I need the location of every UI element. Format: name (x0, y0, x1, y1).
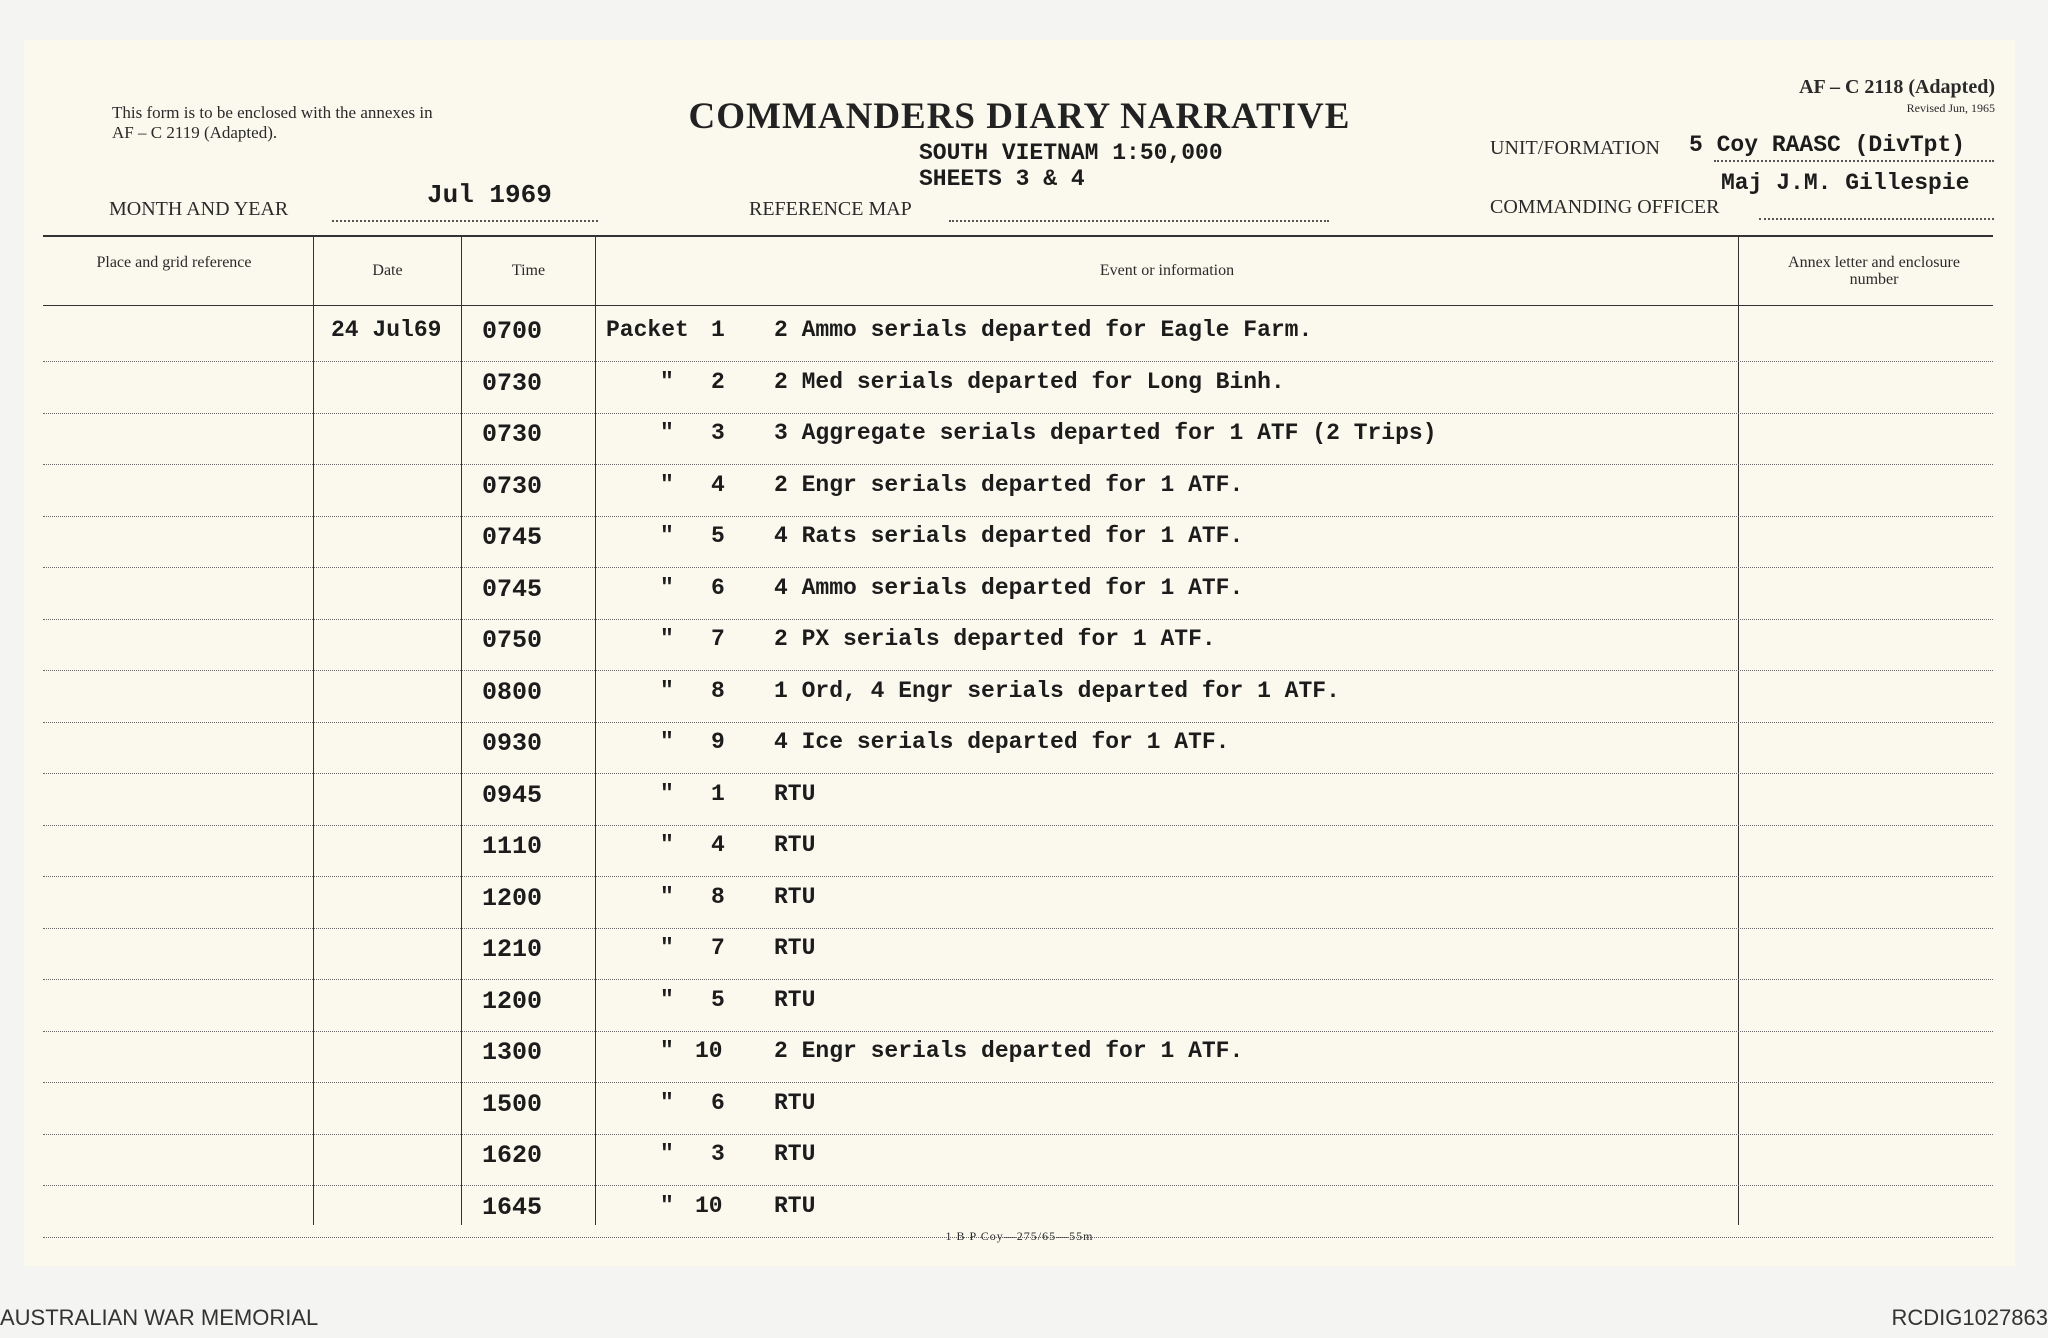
column-divider-date (313, 235, 314, 1225)
entry-time: 1300 (482, 1038, 543, 1067)
enclosure-note: This form is to be enclosed with the annexes in AF – C 2119 (Adapted). (112, 103, 433, 142)
entry-time: 1620 (482, 1141, 543, 1170)
entry-packet-number: 3 (711, 420, 725, 446)
entry-event: RTU (774, 1141, 816, 1167)
diary-form-sheet (24, 40, 2015, 1266)
entry-event: 3 Aggregate serials departed for 1 ATF (2 Trips) (774, 420, 1437, 446)
entry-time: 0745 (482, 574, 543, 604)
table-top-border (43, 235, 1993, 237)
reference-map-line1: SOUTH VIETNAM 1:50,000 (919, 140, 1223, 166)
entry-ruled-line (43, 361, 1993, 362)
entry-ruled-line (43, 773, 1993, 774)
reference-map-line2: SHEETS 3 & 4 (919, 166, 1085, 192)
entry-packet-number: 8 (711, 883, 725, 910)
entry-packet-number: 1 (711, 780, 725, 807)
entry-packet-label: Packet (606, 317, 689, 343)
entry-packet-label: " (660, 883, 674, 910)
entry-packet-number: 4 (711, 471, 725, 498)
revised-date: Revised Jun, 1965 (1906, 101, 1995, 115)
entry-packet-label: " (660, 780, 674, 807)
column-divider-annex (1738, 235, 1739, 1225)
entry-ruled-line (43, 928, 1993, 929)
entry-ruled-line (43, 567, 1993, 568)
entry-time: 1500 (482, 1089, 543, 1119)
entry-event: RTU (774, 1089, 816, 1116)
entry-packet-label: " (660, 420, 674, 446)
form-code: AF – C 2118 (Adapted) (1799, 76, 1995, 98)
month-year-value: Jul 1969 (427, 180, 552, 210)
entry-event: RTU (774, 883, 816, 910)
entry-time: 0750 (482, 626, 543, 655)
entry-packet-label: " (660, 729, 674, 755)
entry-packet-label: " (660, 523, 674, 549)
entry-packet-label: " (660, 1038, 674, 1064)
entry-event: 4 Ammo serials departed for 1 ATF. (774, 574, 1244, 601)
entry-ruled-line (43, 876, 1993, 877)
month-year-dotline (332, 220, 598, 222)
entry-ruled-line (43, 464, 1993, 465)
entry-event: 1 Ord, 4 Engr serials departed for 1 ATF. (774, 677, 1340, 704)
column-divider-time (461, 235, 462, 1225)
entry-event: 4 Rats serials departed for 1 ATF. (774, 523, 1244, 549)
entry-packet-label: " (660, 626, 674, 652)
entry-ruled-line (43, 1082, 1993, 1083)
entry-time: 0800 (482, 677, 543, 707)
entry-time: 0700 (482, 317, 543, 346)
entry-packet-number: 7 (711, 935, 725, 961)
header-annex-enclosure: Annex letter and enclosure number (1788, 254, 1960, 288)
entry-ruled-line (43, 825, 1993, 826)
printer-imprint: 1 B P Coy—275/65—55m (945, 1229, 1094, 1243)
entry-packet-label: " (660, 986, 674, 1013)
entry-ruled-line (43, 670, 1993, 671)
entry-packet-label: " (660, 1192, 674, 1219)
reference-map-label: REFERENCE MAP (749, 198, 912, 220)
reference-map-dotline (949, 220, 1329, 222)
entry-event: RTU (774, 780, 816, 807)
commanding-officer-dotline (1759, 218, 1994, 220)
unit-formation-dotline (1714, 160, 1994, 162)
entry-event: RTU (774, 1192, 816, 1219)
entry-event: 4 Ice serials departed for 1 ATF. (774, 729, 1230, 755)
entry-ruled-line (43, 1185, 1993, 1186)
entry-time: 1200 (482, 883, 543, 913)
entry-packet-label: " (660, 574, 674, 601)
entry-packet-label: " (660, 935, 674, 961)
entry-time: 0730 (482, 368, 543, 398)
entry-ruled-line (43, 413, 1993, 414)
archive-credit: AUSTRALIAN WAR MEMORIAL (0, 1305, 319, 1330)
entry-time: 1110 (482, 832, 543, 861)
entry-event: 2 Ammo serials departed for Eagle Farm. (774, 317, 1313, 343)
entry-packet-number: 6 (711, 1089, 725, 1116)
entry-packet-number: 5 (711, 986, 725, 1013)
entry-event: RTU (774, 935, 816, 961)
entry-ruled-line (43, 1134, 1993, 1135)
entry-packet-label: " (660, 1089, 674, 1116)
header-date: Date (372, 262, 403, 279)
entry-time: 0745 (482, 523, 543, 552)
entry-packet-number: 7 (711, 626, 725, 652)
entry-ruled-line (43, 516, 1993, 517)
entry-time: 0930 (482, 729, 543, 758)
entry-ruled-line (43, 722, 1993, 723)
header-event-information: Event or information (1099, 262, 1235, 279)
entry-ruled-line (43, 619, 1993, 620)
unit-formation-label: UNIT/FORMATION (1490, 137, 1660, 159)
entry-packet-number: 5 (711, 523, 725, 549)
entry-packet-number: 3 (711, 1141, 725, 1167)
entry-packet-number: 8 (711, 677, 725, 704)
entry-ruled-line (43, 1031, 1993, 1032)
entry-packet-label: " (660, 368, 674, 395)
commanding-officer-label: COMMANDING OFFICER (1490, 196, 1720, 218)
entry-time: 0945 (482, 780, 543, 810)
entry-date: 24 Jul69 (331, 317, 442, 343)
header-place-grid-reference: Place and grid reference (96, 254, 252, 271)
entry-event: 2 Engr serials departed for 1 ATF. (774, 1038, 1244, 1064)
entry-packet-number: 4 (711, 832, 725, 858)
column-divider-event (595, 235, 596, 1225)
entry-time: 1645 (482, 1192, 543, 1222)
header-time: Time (511, 262, 546, 279)
entry-event: RTU (774, 832, 816, 858)
entry-packet-label: " (660, 471, 674, 498)
form-title: COMMANDERS DIARY NARRATIVE (688, 96, 1351, 137)
entry-time: 1200 (482, 986, 543, 1016)
entry-event: 2 PX serials departed for 1 ATF. (774, 626, 1216, 652)
entry-time: 1210 (482, 935, 543, 964)
archive-reference-number: RCDIG1027863 (1891, 1305, 2048, 1330)
entry-event: RTU (774, 986, 816, 1013)
unit-formation-value: 5 Coy RAASC (DivTpt) (1689, 132, 1966, 158)
table-header-rule (43, 305, 1993, 306)
entry-event: 2 Med serials departed for Long Binh. (774, 368, 1285, 395)
entry-event: 2 Engr serials departed for 1 ATF. (774, 471, 1244, 498)
entry-packet-number: 10 (695, 1192, 723, 1219)
entry-packet-label: " (660, 677, 674, 704)
entry-packet-label: " (660, 832, 674, 858)
entry-packet-number: 9 (711, 729, 725, 755)
commanding-officer-value: Maj J.M. Gillespie (1721, 170, 1970, 196)
month-year-label: MONTH AND YEAR (109, 198, 289, 220)
entry-packet-label: " (660, 1141, 674, 1167)
entry-packet-number: 1 (711, 317, 725, 343)
entry-packet-number: 10 (695, 1038, 723, 1064)
entry-ruled-line (43, 979, 1993, 980)
entry-packet-number: 2 (711, 368, 725, 395)
entry-packet-number: 6 (711, 574, 725, 601)
entry-time: 0730 (482, 471, 543, 501)
entry-time: 0730 (482, 420, 543, 449)
